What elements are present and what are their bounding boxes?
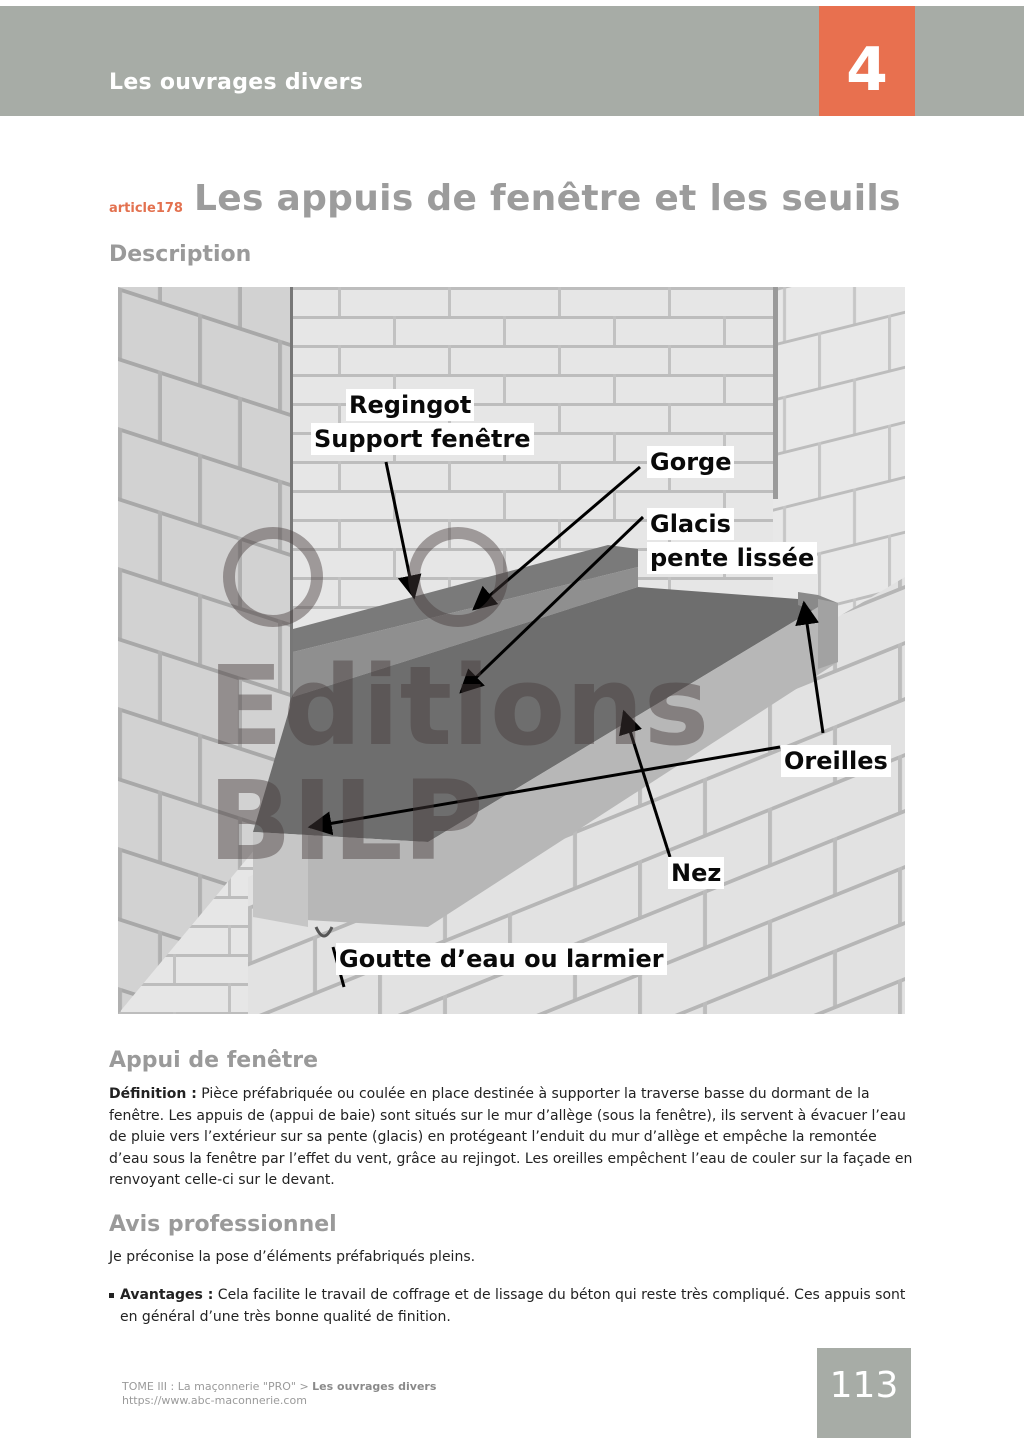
definition-paragraph: [109, 1084, 917, 1192]
avis-intro: Je préconise la pose d’éléments préfabriqués pleins.: [109, 1249, 476, 1265]
label-glacis: Glacis: [647, 508, 734, 540]
label-support-fenetre: Support fenêtre: [311, 423, 534, 455]
label-gorge: Gorge: [647, 446, 734, 478]
footer-url[interactable]: https://www.abc-maconnerie.com: [122, 1394, 307, 1407]
label-nez: Nez: [668, 857, 724, 889]
definition-label: Définition :: [109, 1086, 197, 1102]
label-oreilles: Oreilles: [781, 745, 891, 777]
advantages-text: Cela facilite le travail de coffrage et de lissage du béton qui reste très compliqué. Ces appuis sont en général d’une très bonne qualité de finition.: [120, 1287, 906, 1325]
bullet-icon: [109, 1293, 114, 1298]
watermark-text-line2: BILP: [208, 757, 484, 885]
footer-section: Les ouvrages divers: [312, 1380, 437, 1393]
section-heading-description: Description: [109, 242, 252, 267]
label-goutte-deau: Goutte d’eau ou larmier: [336, 943, 667, 975]
page-number: 113: [817, 1348, 911, 1438]
section-heading-appui: Appui de fenêtre: [109, 1048, 319, 1073]
advantages-list-item: [109, 1285, 917, 1328]
section-heading-avis: Avis professionnel: [109, 1212, 337, 1237]
label-pente-lissee: pente lissée: [647, 542, 817, 574]
definition-text: Pièce préfabriquée ou coulée en place destinée à supporter la traverse basse du dormant de la fenêtre. Les appuis de (appui de baie) sont situés sur le mur d’allège (sous la fenêtre), ils servent à évacuer l’eau de pluie vers l’extérieur sur sa pente (glacis) en protégeant l’enduit du mur d’allège et empêche la remontée d’eau sous la fenêtre par l’effet du vent, grâce au rejingot. Les oreilles empêchent l’eau de couler sur la façade en renvoyant celle-ci sur le devant.: [109, 1086, 913, 1188]
window-sill-illustration: [118, 287, 905, 1014]
watermark-text-line1: Editions: [208, 642, 710, 770]
page-title: Les appuis de fenêtre et les seuils: [194, 178, 901, 219]
chapter-number-badge: 4: [819, 6, 915, 116]
advantages-label: Avantages :: [120, 1287, 214, 1303]
footer-breadcrumb: [122, 1380, 436, 1393]
footer-tome: TOME III : La maçonnerie "PRO" >: [122, 1380, 313, 1393]
chapter-title: Les ouvrages divers: [109, 70, 364, 95]
article-tag: article178: [109, 201, 183, 216]
label-regingot: Regingot: [346, 389, 474, 421]
